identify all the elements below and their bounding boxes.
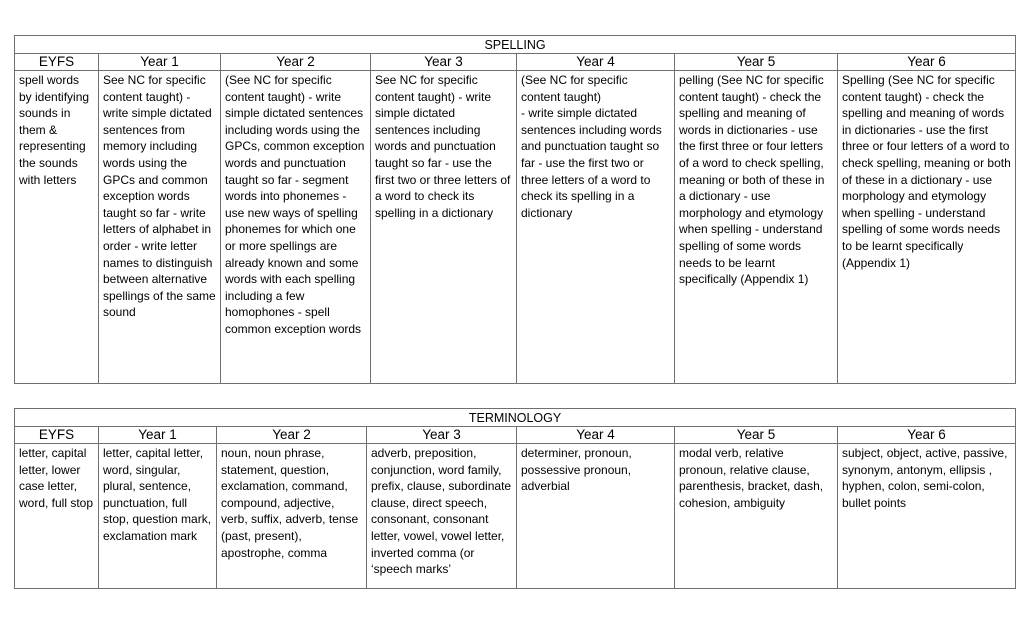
column-header-eyfs: EYFS [15,54,99,71]
spelling-cell-year-3: See NC for specific content taught) - write simple dictated sentences including words and punctuation taught so far - use the first two or three letters of a word to check its spelling in a dictionary [371,71,517,384]
column-header-year-6: Year 6 [838,427,1016,444]
column-header-year-5: Year 5 [675,427,838,444]
terminology-cell-eyfs: letter, capital letter, lower case letter, word, full stop [15,444,99,589]
column-header-year-6: Year 6 [838,54,1016,71]
spelling-table [14,35,1016,384]
spelling-cell-year-6: Spelling (See NC for specific content taught) - check the spelling and meaning of words in dictionaries - use the first three or four letters of a word to check spelling, meaning or both of these in a dictionary - use morphology and etymology when spelling - understand spelling of some words needs to be learnt specifically (Appendix 1) [838,71,1016,384]
terminology-cell-year-4: determiner, pronoun, possessive pronoun, adverbial [517,444,675,589]
terminology-cell-year-5: modal verb, relative pronoun, relative clause, parenthesis, bracket, dash, cohesion, ambiguity [675,444,838,589]
column-header-year-3: Year 3 [371,54,517,71]
terminology-cell-year-2: noun, noun phrase, statement, question, exclamation, command, compound, adjective, verb, suffix, adverb, tense (past, present), apostrophe, comma [217,444,367,589]
spelling-cell-year-2: (See NC for specific content taught) - write simple dictated sentences including words using the GPCs, common exception words and punctuation taught so far - segment words into phonemes - use new ways of spelling phonemes for which one or more spellings are already known and some words with each spelling including a few homophones - spell common exception words [221,71,371,384]
column-header-year-5: Year 5 [675,54,838,71]
spelling-cell-eyfs: spell words by identifying sounds in them & representing the sounds with letters [15,71,99,384]
column-header-year-3: Year 3 [367,427,517,444]
terminology-cell-year-3: adverb, preposition, conjunction, word family, prefix, clause, subordinate clause, direct speech, consonant, consonant letter, vowel, vowel letter, inverted comma (or ‘speech marks’ [367,444,517,589]
column-header-year-2: Year 2 [217,427,367,444]
column-header-year-1: Year 1 [99,427,217,444]
column-header-eyfs: EYFS [15,427,99,444]
spelling-cell-year-5: pelling (See NC for specific content taught) - check the spelling and meaning of words in dictionaries - use the first three or four letters of a word to check spelling, meaning or both of these in a dictionary - use morphology and etymology when spelling - understand spelling of some words needs to be learnt specifically (Appendix 1) [675,71,838,384]
terminology-cell-year-6: subject, object, active, passive, synonym, antonym, ellipsis , hyphen, colon, semi-colon, bullet points [838,444,1016,589]
column-header-year-4: Year 4 [517,427,675,444]
column-header-year-2: Year 2 [221,54,371,71]
column-header-year-4: Year 4 [517,54,675,71]
spelling-title: SPELLING [15,36,1016,54]
spelling-cell-year-1: See NC for specific content taught) - write simple dictated sentences from memory including words using the GPCs and common exception words taught so far - write letters of alphabet in order - write letter names to distinguish between alternative spellings of the same sound [99,71,221,384]
spelling-cell-year-4: (See NC for specific content taught) - write simple dictated sentences including words and punctuation taught so far - use the first two or three letters of a word to check its spelling in a dictionary [517,71,675,384]
column-header-year-1: Year 1 [99,54,221,71]
terminology-cell-year-1: letter, capital letter, word, singular, plural, sentence, punctuation, full stop, question mark, exclamation mark [99,444,217,589]
terminology-title: TERMINOLOGY [15,409,1016,427]
terminology-table [14,408,1016,589]
